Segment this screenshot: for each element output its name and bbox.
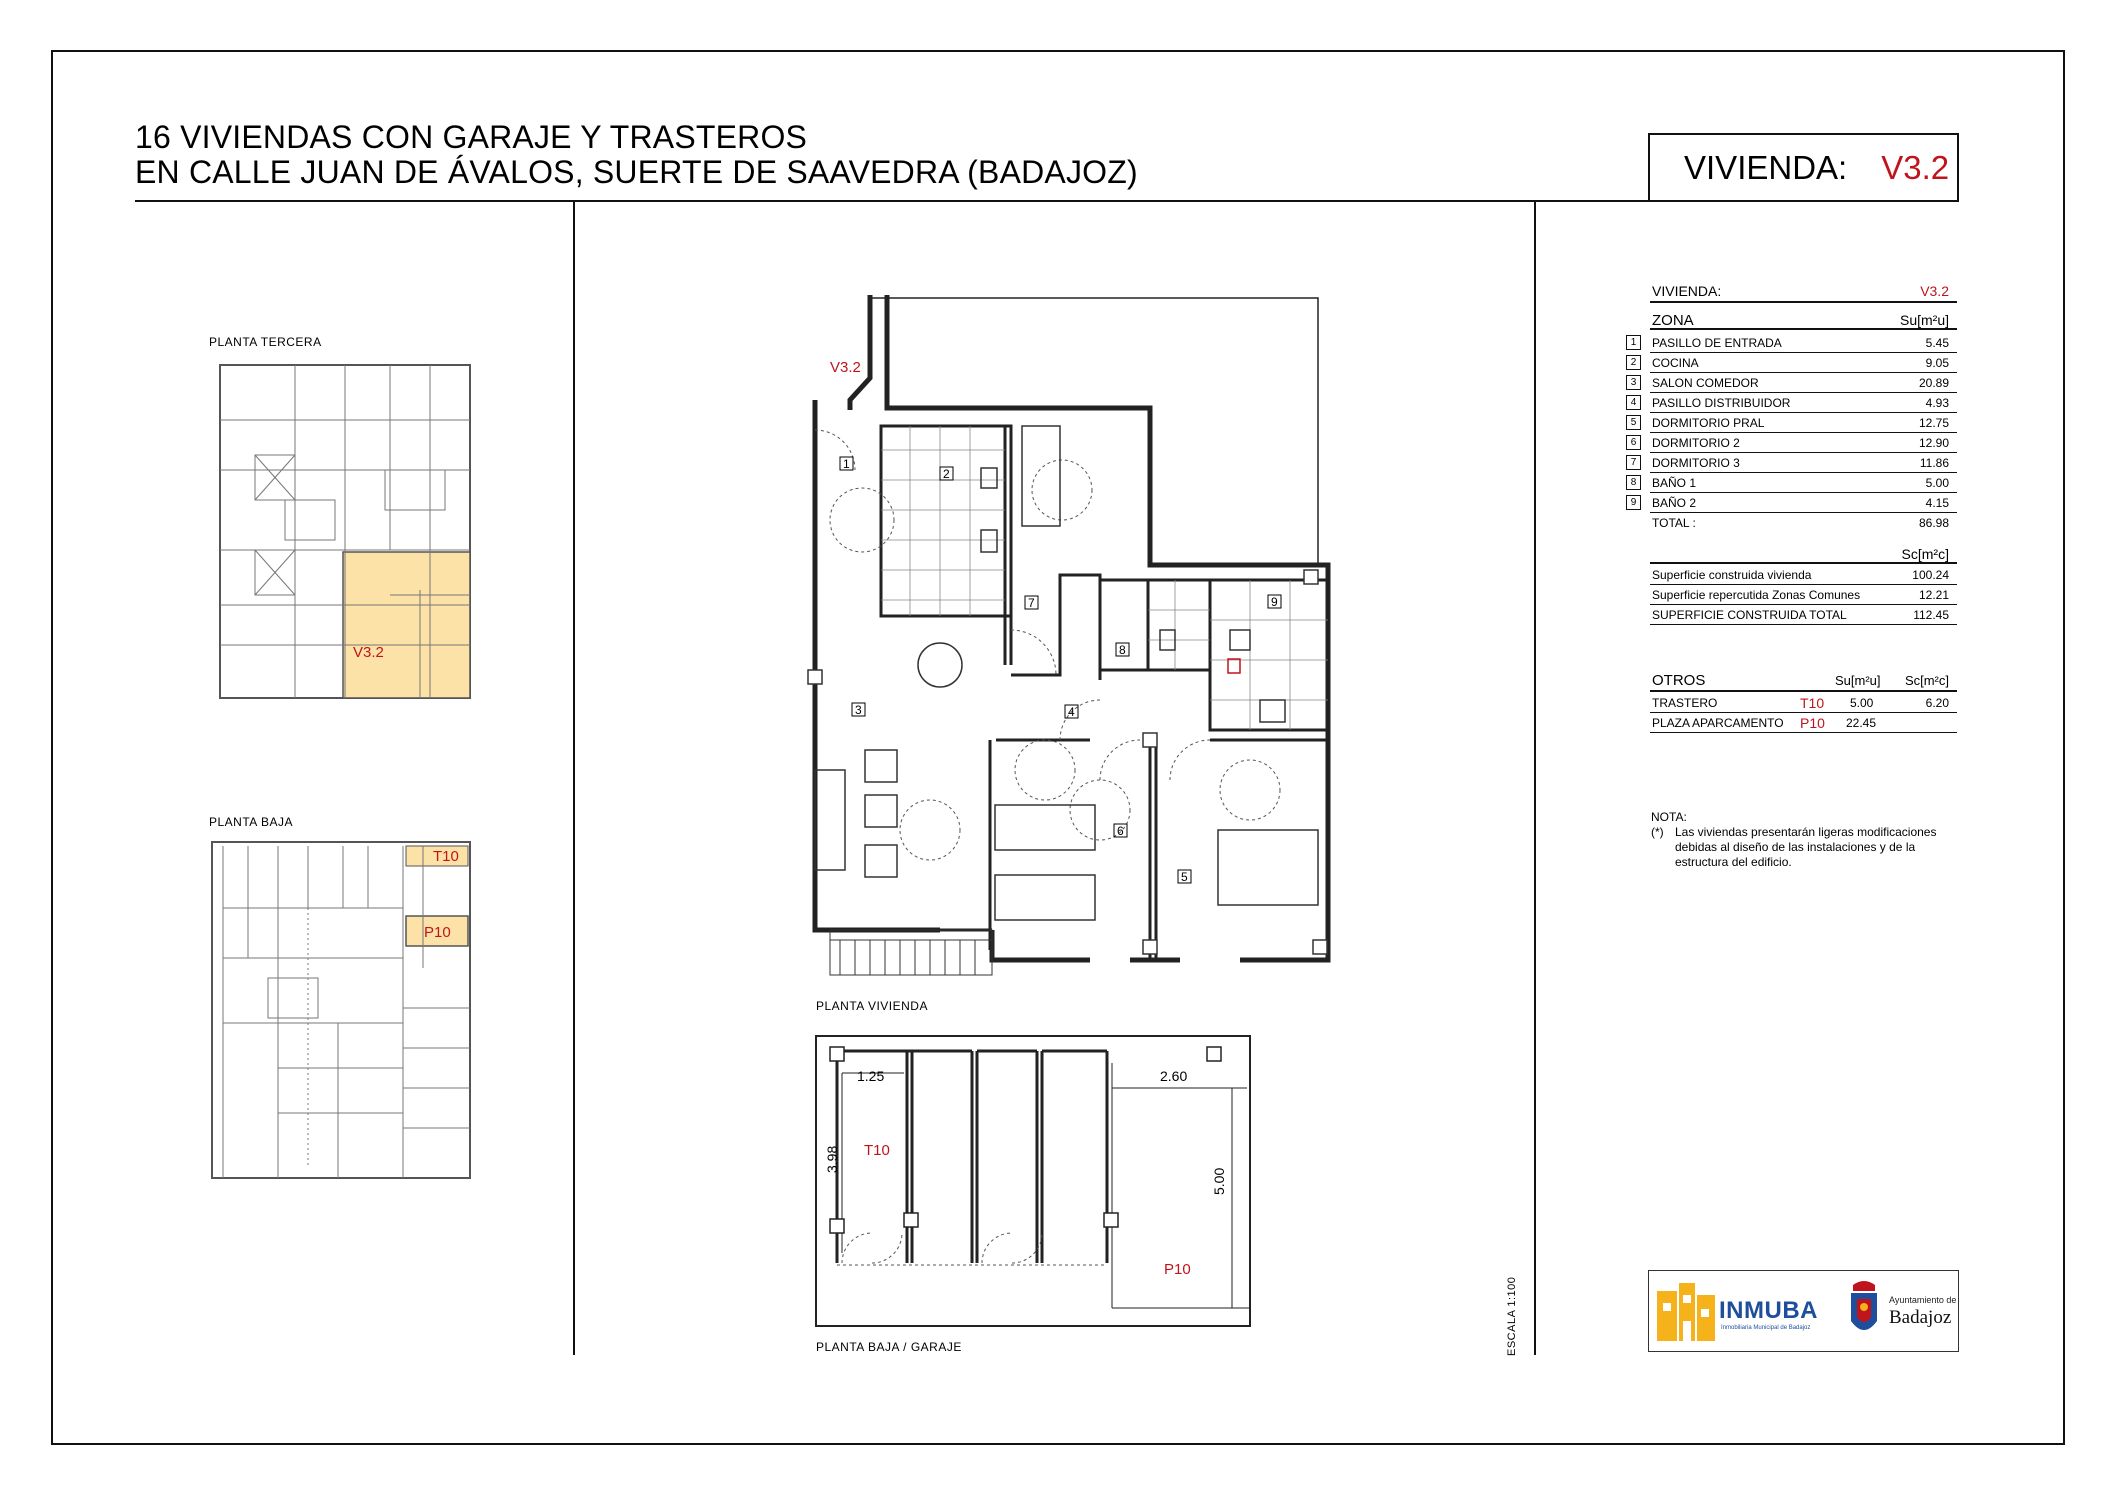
plan-unit-tag: V3.2	[830, 359, 861, 376]
table-row: TRASTERO T10 5.00 6.20	[1650, 693, 1957, 713]
table-row: 3 SALON COMEDOR 20.89	[1650, 373, 1957, 393]
nota-block	[1651, 810, 1936, 870]
project-title	[135, 120, 1138, 190]
dim-4: 5.00	[1211, 1167, 1227, 1195]
badajoz-crest-icon	[1845, 1277, 1883, 1347]
inmuba-logo-icon	[1655, 1281, 1717, 1343]
dim-1: 1.25	[857, 1068, 885, 1084]
dim-2: 2.60	[1160, 1068, 1188, 1084]
dim-3: 3.98	[824, 1145, 840, 1173]
table-row: SUPERFICIE CONSTRUIDA TOTAL 112.45	[1650, 605, 1957, 625]
room-5-label: 5	[1181, 870, 1188, 884]
ayto-big-text: Badajoz	[1889, 1307, 1952, 1328]
table-total-row: TOTAL : 86.98	[1652, 516, 1949, 530]
key-plan-upper	[205, 360, 475, 705]
table-header-zona: ZONA Su[m²u]	[1650, 309, 1957, 330]
garage-p-label: P10	[1164, 1261, 1191, 1278]
logos-box	[1648, 1270, 1959, 1352]
room-9-label: 9	[1271, 595, 1278, 609]
vivienda-caption: PLANTA VIVIENDA	[816, 999, 928, 1013]
vivienda-code: V3.2	[1881, 148, 1950, 186]
garage-caption: PLANTA BAJA / GARAJE	[816, 1340, 962, 1354]
garage-t-label: T10	[864, 1142, 890, 1159]
sc-header: Sc[m²c]	[1650, 543, 1957, 564]
table-row: 2 COCINA 9.05	[1650, 353, 1957, 373]
key-lower-p: P10	[424, 924, 451, 941]
table-row: Superficie construida vivienda 100.24	[1650, 565, 1957, 585]
room-7-label: 7	[1028, 596, 1035, 610]
unit-highlight	[343, 552, 470, 698]
title-line-1: 16 VIVIENDAS CON GARAJE Y TRASTEROS	[135, 119, 808, 155]
room-6-label: 6	[1117, 824, 1124, 838]
table-row: 9 BAÑO 2 4.15	[1650, 493, 1957, 513]
vivienda-label: VIVIENDA:	[1684, 148, 1848, 186]
column-divider-left	[573, 202, 575, 1355]
table-row: 5 DORMITORIO PRAL 12.75	[1650, 413, 1957, 433]
vivienda-box	[1648, 133, 1959, 202]
title-line-2: EN CALLE JUAN DE ÁVALOS, SUERTE DE SAAVEDRA (BADAJOZ)	[135, 154, 1138, 190]
key-plan-lower	[208, 838, 478, 1183]
room-4-label: 4	[1068, 705, 1075, 719]
key-upper-unit: V3.2	[353, 644, 384, 661]
table-row: 4 PASILLO DISTRIBUIDOR 4.93	[1650, 393, 1957, 413]
room-8-label: 8	[1119, 643, 1126, 657]
surface-table	[1650, 282, 1960, 329]
table-row: PLAZA APARCAMENTO P10 22.45	[1650, 713, 1957, 733]
ayto-small-text: Ayuntamiento de	[1889, 1295, 1957, 1305]
key-lower-t: T10	[433, 848, 459, 865]
key-plan-lower-label: PLANTA BAJA	[209, 815, 293, 829]
garage-plan	[812, 1033, 1257, 1333]
room-2-label: 2	[943, 467, 950, 481]
table-row: 6 DORMITORIO 2 12.90	[1650, 433, 1957, 453]
inmuba-logo-subtitle: Inmobiliaria Municipal de Badajoz	[1721, 1325, 1811, 1331]
nota-line-1: Las viviendas presentarán ligeras modificaciones	[1675, 825, 1937, 839]
table-header-vivienda: VIVIENDA: V3.2	[1650, 282, 1957, 303]
key-plan-upper-label: PLANTA TERCERA	[209, 335, 322, 349]
inmuba-logo-text: INMUBA	[1719, 1297, 1818, 1324]
table-row: 7 DORMITORIO 3 11.86	[1650, 453, 1957, 473]
otros-header: OTROS Su[m²u] Sc[m²c]	[1650, 671, 1957, 692]
table-row: Superficie repercutida Zonas Comunes 12.21	[1650, 585, 1957, 605]
nota-line-3: estructura del edificio.	[1675, 855, 1792, 869]
table-row: 1 PASILLO DE ENTRADA 5.45	[1650, 333, 1957, 353]
table-row: 8 BAÑO 1 5.00	[1650, 473, 1957, 493]
nota-mark: (*)	[1651, 825, 1664, 839]
room-1-label: 1	[843, 457, 850, 471]
nota-label: NOTA:	[1651, 810, 1687, 824]
column-divider-right	[1534, 202, 1536, 1355]
room-3-label: 3	[855, 703, 862, 717]
scale-label: ESCALA 1:100	[1506, 1276, 1518, 1356]
nota-line-2: debidas al diseño de las instalaciones y de la	[1675, 840, 1916, 854]
floor-plan	[800, 290, 1340, 990]
